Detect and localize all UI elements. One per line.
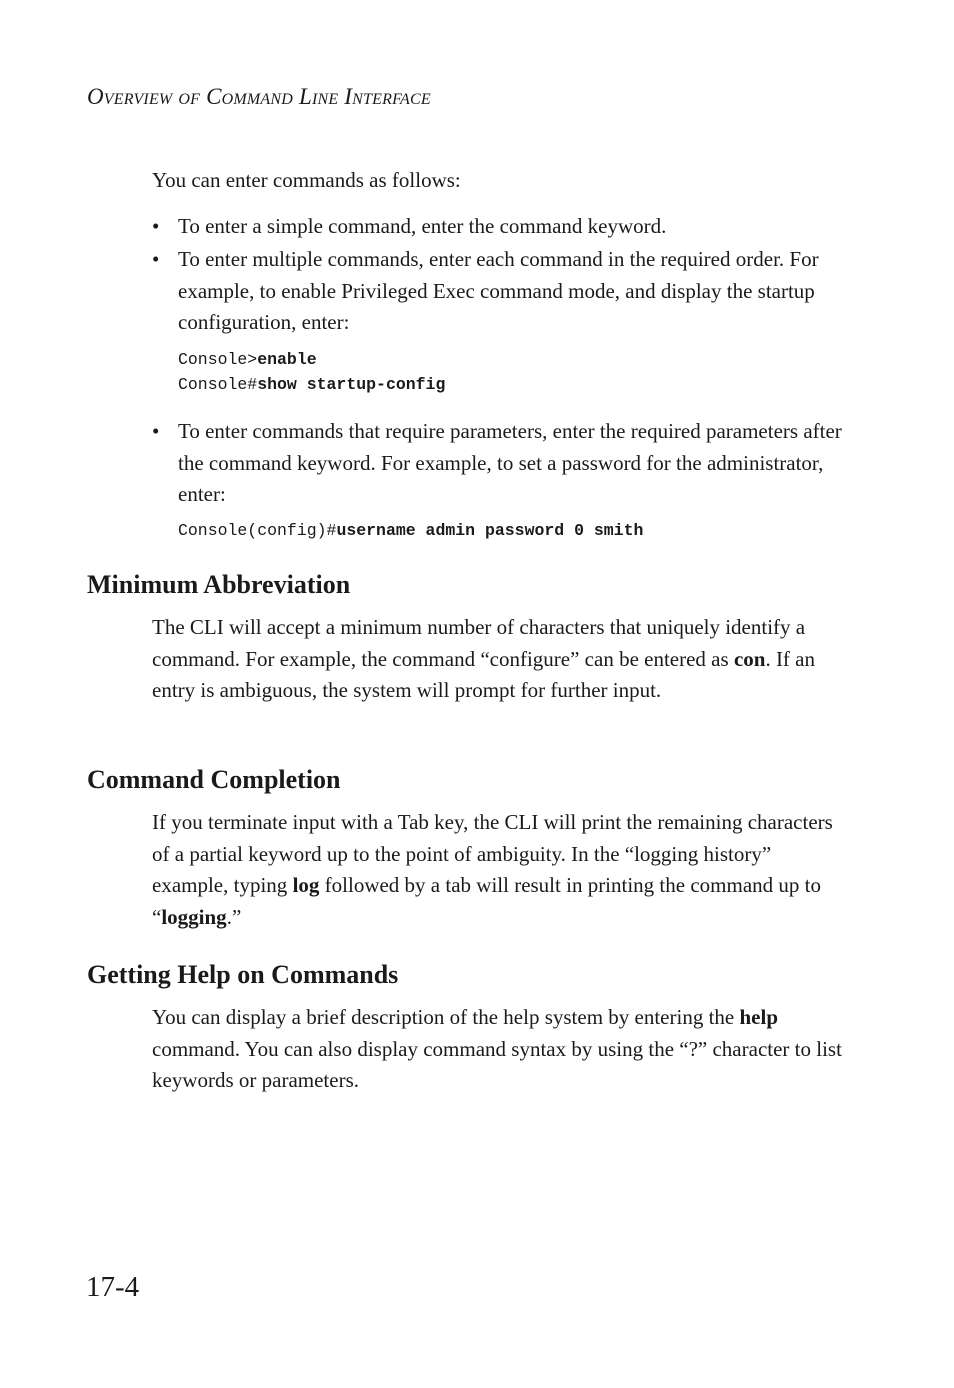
bullet-text: To enter multiple commands, enter each command in the required order. For example, to enable Privileged Exec command mode, and display the startup configuration, enter: (178, 247, 819, 334)
bullet-dot: • (152, 247, 160, 271)
section-heading-command-completion: Command Completion (87, 765, 341, 794)
running-header: Overview of Command Line Interface (87, 84, 431, 109)
code-prompt: Console# (178, 375, 258, 394)
code-prompt: Console> (178, 350, 258, 369)
intro-text: You can enter commands as follows: (152, 168, 461, 192)
text-run: .” (226, 904, 242, 929)
text-run: The CLI will accept a minimum number of characters that uniquely identify a command. For example, the command “configure” can be entered as (152, 615, 806, 671)
bullet-text: To enter commands that require parameters, enter the required parameters after the command keyword. For example, to set a password for the administrator, enter: (178, 419, 842, 506)
code-command: enable (257, 350, 317, 369)
code-command: username admin password 0 smith (336, 521, 644, 540)
bullet-dot: • (152, 214, 160, 238)
text-run: followed by a tab will result in printing the command up to “ (152, 873, 821, 929)
section-heading-minimum-abbreviation: Minimum Abbreviation (87, 570, 351, 599)
bold-keyword: help (739, 1005, 779, 1029)
code-line (178, 372, 445, 397)
text-run: command. You can also display command syntax by using the “?” character to list keywords or parameters. (152, 1036, 842, 1092)
bullet-dot: • (152, 419, 160, 443)
bullet-item (152, 211, 852, 243)
section-heading-getting-help: Getting Help on Commands (87, 960, 399, 989)
code-block (178, 518, 643, 543)
code-prompt: Console(config)# (178, 521, 337, 540)
code-line (178, 518, 643, 543)
text-run: If you terminate input with a Tab key, the CLI will print the remaining characters of a partial keyword up to the point of ambiguity. In the “logging history” example, typing (152, 810, 833, 897)
page-number: 17-4 (86, 1271, 140, 1303)
paragraph-command-completion (152, 807, 852, 933)
bold-keyword: log (292, 873, 320, 897)
paragraph-minimum-abbreviation (152, 612, 852, 707)
bold-keyword: con (733, 646, 766, 671)
bullet-item (152, 244, 852, 339)
bold-keyword: logging (161, 904, 227, 929)
bullet-item (152, 416, 852, 511)
text-run: . If an entry is ambiguous, the system will prompt for further input. (152, 646, 815, 702)
paragraph-getting-help (152, 1002, 852, 1097)
bullet-text: To enter a simple command, enter the command keyword. (178, 214, 667, 238)
code-command: show startup-config (257, 375, 446, 394)
code-block (178, 347, 445, 397)
code-line (178, 347, 445, 372)
text-run: You can display a brief description of the help system by entering the (152, 1005, 740, 1029)
